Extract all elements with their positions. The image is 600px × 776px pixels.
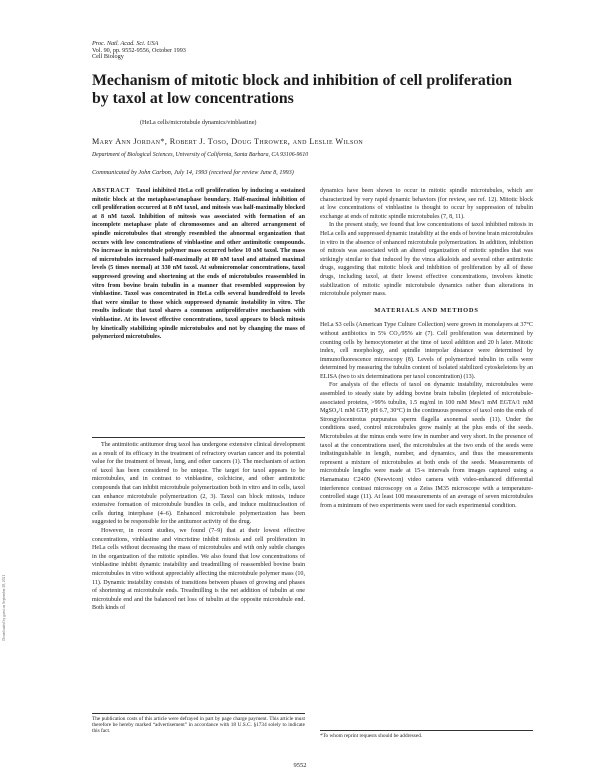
download-margin-note: Downloaded by guest on September 28, 2021	[2, 575, 6, 641]
journal-header	[92, 41, 186, 61]
intro-paragraph-1: The antimitotic antitumor drug taxol has undergone extensive clinical development as a result of its efficacy in the treatment of refractory ovarian cancer and its potential value for the treatment of breast, lung, and other cancers (1). The mechanism of action of taxol has been considered to be unique. The target for taxol appears to be microtubules, and in contrast to vinblastine, colchicine, and other antimitotic compounds that can inhibit microtubule polymerization both in vitro and in cells, taxol can enhance microtubule polymerization (2, 3). Taxol can block mitosis, induce extensive formation of microtubule bundles in cells, and induce multinucleation of cells during interphase (4–6). Enhanced microtubule polymerization has been suggested to be responsible for the antitumor activity of the drug.	[92, 442, 305, 526]
author-list: Mary Ann Jordan*, Robert J. Toso, Doug Thrower, and Leslie Wilson	[92, 137, 364, 146]
communication-line: Communicated by John Carbon, July 14, 1993 (received for review June 8, 1993)	[92, 169, 294, 176]
keywords: (HeLa cells/microtubule dynamics/vinblastine)	[140, 119, 257, 126]
reprint-footnote: *To whom reprint requests should be addressed.	[320, 733, 423, 739]
methods-paragraph-1: HeLa S3 cells (American Type Culture Collection) were grown in monolayers at 37°C without antibiotics in 5% CO₂/95% air (7). Cell proliferation was determined by counting cells by hemocytometer at the time of taxol addition and 20 h later. Mitotic index, cell morphology, and spindle interpolar distance were determined by immunofluorescence microscopy (8). Levels of polymerized tubulin in cells were determined by measuring the tubulin content of isolated stabilized cytoskeletons by an ELISA (two to six determinations per taxol concentration) (13).	[320, 322, 533, 380]
publication-cost-footnote: The publication costs of this article were defrayed in part by page charge payment. This article must therefore be hereby marked “advertisement” in accordance with 18 U.S.C. §1734 solely to indicate this fact.	[92, 716, 305, 735]
journal-name: Proc. Natl. Acad. Sci. USA	[92, 40, 159, 47]
methods-heading: MATERIALS AND METHODS	[374, 306, 479, 314]
journal-volume: Vol. 90, pp. 9552-9556, October 1993	[92, 46, 186, 54]
methods-paragraph-2: For analysis of the effects of taxol on dynamic instability, microtubules were assembled to steady state by adding bovine brain tubulin (depleted of microtubule-associated proteins, >99% tubulin, 1.5 mg/ml in 100 mM Mes/1 mM EGTA/1 mM MgSO₄/1 mM GTP, pH 6.7, 30°C) in the continuous presence of taxol onto the ends of Strongylocentrotus purpuratus sperm flagella axonemal seeds (11). Under the conditions used, control microtubules grow mainly at the plus ends of the seeds. Microtubules at the minus ends were few in number and very short. In the presence of taxol at the concentrations used, the microtubules at the two ends of the seeds were indistinguishable in length, number, and dynamics, and thus the measurements represent a mixture of microtubules at both ends of the seeds. Measurements of microtubule lengths were made at 15-s intervals from images captured using a Hamamatsu C2400 (Newvicon) video camera with video-enhanced differential interference contrast microscopy on a Zeiss IM35 microscope with a temperature-controlled stage (11). At least 100 measurements of an average of seven microtubules from a minimum of two experiments were used for each experimental condition.	[320, 382, 533, 509]
intro-paragraph-2: However, in recent studies, we found (7–9) that at their lowest effective concentrations, vinblastine and vincristine inhibit mitosis and cell proliferation in HeLa cells without decreasing the mass of microtubules and with only subtle changes in the organization of the mitotic spindles. We also found that low concentrations of vinblastine inhibit dynamic instability and treadmilling of reassembled bovine brain microtubules in vitro without appreciably affecting the microtubule polymer mass (10, 11). Dynamic instability consists of transitions between phases of growing and phases of shortening at microtubule ends. Treadmilling is the net addition of tubulin at one microtubule end and the balanced net loss of tubulin at the opposite microtubule end. Both kinds of	[92, 527, 305, 612]
abstract-text: Taxol inhibited HeLa cell proliferation by inducing a sustained mitotic block at the metaphase/anaphase boundary. Half-maximal inhibition of cell proliferation occurred at 8 nM taxol, and mitosis was half-maximally blocked at 8 nM taxol. Inhibition of mitosis was associated with formation of an incomplete metaphase plate of chromosomes and an altered arrangement of spindle microtubules that strongly resembled the abnormal organization that occurs with low concentrations of vinblastine and other antimitotic compounds. No increase in microtubule polymer mass occurred below 10 nM taxol. The mass of microtubules increased half-maximally at 80 nM taxol and attained maximal levels (5 times normal) at 330 nM taxol. At submicromolar concentrations, taxol suppressed growing and shortening at the ends of microtubules reassembled in vitro from bovine brain tubulin in a manner that resembled suppression by vinblastine. Taxol was concentrated in HeLa cells several hundredfold to levels that were similar to those which suppressed dynamic instability in vitro. The results indicate that taxol shares a common antiproliferative mechanism with vinblastine. At its lowest effective concentrations, taxol appears to block mitosis by kinetically stabilizing spindle microtubules and not by changing the mass of polymerized microtubules.	[92, 188, 305, 341]
left-column-body	[92, 441, 305, 613]
paper-title: Mechanism of mitotic block and inhibition of cell proliferation by taxol at low concentrations	[92, 72, 513, 107]
footnote-divider-left	[92, 713, 305, 714]
abstract-divider	[92, 437, 305, 438]
abstract-label: ABSTRACT	[92, 188, 130, 194]
right-column-body	[320, 187, 533, 510]
right-paragraph-2: In the present study, we found that low concentrations of taxol inhibited mitosis in HeLa cells and suppressed dynamic instability at the ends of bovine brain microtubules in vitro in the absence of enhanced microtubule polymerization. In addition, inhibition of mitosis was associated with an altered organization of mitotic spindles that was strikingly similar to that induced by the vinca alkaloids and several other antimitotic drugs, suggesting that mitotic block and inhibition of proliferation by all of these drugs, including taxol, at their lowest effective concentrations, involves kinetic stabilization of mitotic spindle microtubule dynamics rather than alterations in microtubule polymer mass.	[320, 222, 533, 298]
abstract	[92, 187, 305, 342]
affiliation: Department of Biological Sciences, University of California, Santa Barbara, CA 93106-9610	[92, 152, 309, 158]
footnote-divider-right	[320, 730, 533, 731]
right-paragraph-1: dynamics have been shown to occur in mitotic spindle microtubules, which are characterized by very rapid dynamic behaviors (for review, see ref. 12). Mitotic block at low concentrations of vinblastine is thought to occur by suppression of tubulin exchange at ends of mitotic spindle microtubules (7, 8, 11).	[320, 188, 533, 220]
page-number: 9552	[293, 762, 307, 769]
journal-section: Cell Biology	[92, 53, 124, 61]
